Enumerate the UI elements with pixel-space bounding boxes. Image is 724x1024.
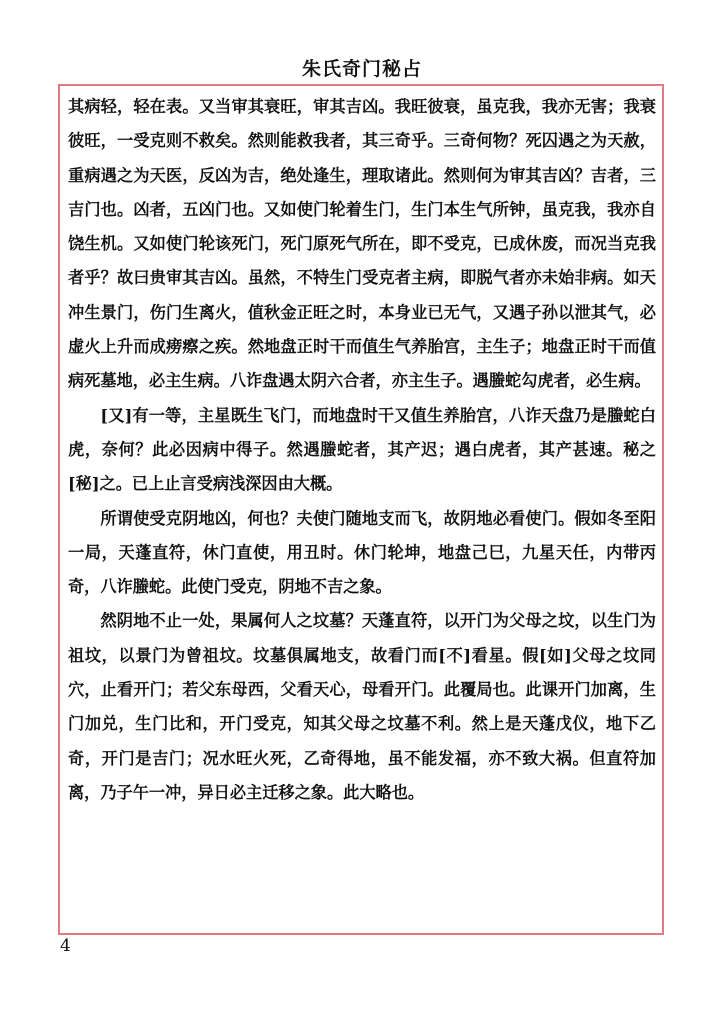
text-frame <box>58 84 664 935</box>
paragraph-2: [又]有一等，主星既生飞门，而地盘时干又值生养胎宫，八诈天盘乃是螣蛇白虎，奈何？此必因病中得子。然遇螣蛇者，其产迟；遇白虎者，其产甚速。秘之[秘]之。已上止言受病浅深因由大概。 <box>68 405 656 494</box>
paragraph-3: 所谓使受克阴地凶，何也？夫使门随地支而飞，故阴地必看使门。假如冬至阳一局，天蓬直符，休门直使，用丑时。休门轮坤，地盘己巳，九星天任，内带丙奇，八诈螣蛇。此使门受克，阴地不吉之象。 <box>68 508 656 597</box>
page-number: 4 <box>60 936 71 956</box>
paragraph-1: 其病轻，轻在表。又当审其衰旺，审其吉凶。我旺彼衰，虽克我，我亦无害；我衰彼旺，一受克则不救矣。然则能救我者，其三奇乎。三奇何物？死囚遇之为天赦，重病遇之为天医，反凶为吉，绝处逢生，理取诸此。然则何为审其吉凶？吉者，三吉门也。凶者，五凶门也。又如使门轮着生门，生门本生气所钟，虽克我，我亦自饶生机。又如使门轮该死门，死门原死气所在，即不受克，已成休废，而况当克我者乎？故曰贵审其吉凶。虽然，不特生门受克者主病，即脱气者亦未始非病。如天冲生景门，伤门生离火，值秋金正旺之时，本身业已无气，又遇子孙以泄其气，必虚火上升而成痨瘵之疾。然地盘正时干而值生气养胎宫，主生子；地盘正时干而值病死墓地，必主生病。八诈盘遇太阴六合者，亦主生子。遇螣蛇勾虎者，必生病。 <box>68 97 656 391</box>
page-title: 朱氏奇门秘占 <box>301 58 422 80</box>
paragraph-4: 然阴地不止一处，果属何人之坟墓？天蓬直符，以开门为父母之坟，以生门为祖坟，以景门为曾祖坟。坟墓俱属地支，故看门而[不]看星。假[如]父母之坟同穴，止看开门；若父东母西，父看天心，母看开门。此覆局也。此课开门加离，生门加兑，生门比和，开门受克，知其父母之坟墓不利。然上是天蓬戊仪，地下乙奇，开门是吉门；况水旺火死，乙奇得地，虽不能发福，亦不致大祸。但直符加离，乃子午一冲，异日必主迁移之象。此大略也。 <box>68 611 656 802</box>
